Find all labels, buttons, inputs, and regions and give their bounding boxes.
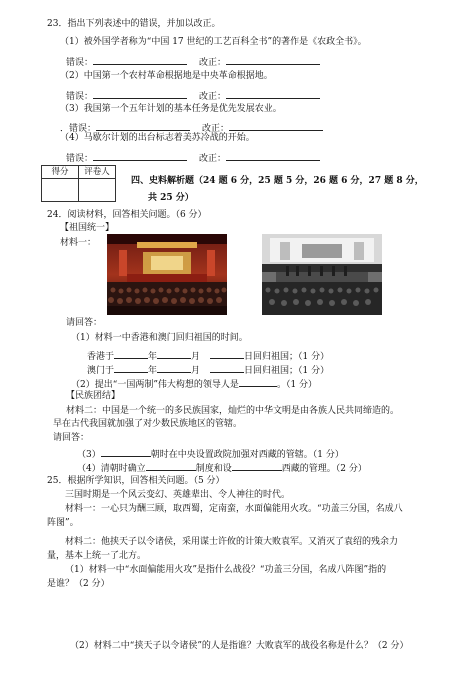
handover-stage-photo xyxy=(262,234,382,315)
day-return-label: 日回归祖国；（1 分） xyxy=(244,352,330,362)
day-return-label: 日回归祖国；（1 分） xyxy=(244,366,330,376)
fix-blank[interactable] xyxy=(226,151,320,161)
handover-ceremony-image xyxy=(107,234,227,315)
score-cell[interactable] xyxy=(42,179,79,202)
q25-intro: 三国时期是一个风云变幻、英雄辈出、令人神往的时代。 xyxy=(65,490,291,500)
error-blank[interactable] xyxy=(93,89,187,99)
error-label: ．错误： xyxy=(60,124,97,134)
month-label: 月 xyxy=(191,366,201,376)
q24-sub2 xyxy=(71,377,317,390)
q23-item-1-answer xyxy=(66,55,320,68)
q23-item-1: （1）被外国学者称为“中国 17 世纪的工艺百科全书”的著作是《农政全书》。 xyxy=(60,37,367,47)
fix-label: 改正： xyxy=(202,124,230,134)
q23-item-3: （3）我国第一个五年计划的基本任务是优先发展农业。 xyxy=(60,104,282,114)
q24-sub4-end: 西藏的管理。（2 分） xyxy=(281,464,367,474)
fix-label: 改正： xyxy=(199,92,227,102)
q25-sub2: （2）材料二中“挟天子以令诸侯”的人是指谁？大败袁军的战役名称是什么？（2 分） xyxy=(70,641,409,651)
error-label: 错误： xyxy=(66,92,94,102)
macau-year-blank[interactable] xyxy=(114,363,148,373)
q23-title: 23．指出下列表述中的错误，并加以改正。 xyxy=(47,19,221,29)
q24-title: 24．阅读材料，回答相关问题。（6 分） xyxy=(47,210,207,220)
error-label: 错误： xyxy=(66,154,94,164)
leader-blank[interactable] xyxy=(239,377,277,387)
hk-label: 香港于 xyxy=(87,352,115,362)
q24-sub3 xyxy=(77,447,344,460)
q24-macau-line xyxy=(87,363,329,376)
hk-year-blank[interactable] xyxy=(114,349,148,359)
year-label: 年 xyxy=(148,352,158,362)
q24-sub3-text: 朝时在中央设置政院加强对西藏的管辖。（1 分） xyxy=(150,450,344,460)
q24-material-2-line1: 材料二：中国是一个统一的多民族国家，灿烂的中华文明是由各族人民共同缔造的。 xyxy=(66,406,400,416)
handover-ceremony-photo xyxy=(107,234,227,315)
fix-blank[interactable] xyxy=(226,89,320,99)
q24-material-1-label: 材料一： xyxy=(60,238,97,248)
macau-month-blank[interactable] xyxy=(157,363,191,373)
q23-item-2: （2）中国第一个农村革命根据地是中央革命根据地。 xyxy=(60,71,273,81)
handover-stage-image xyxy=(262,234,382,315)
section4-heading-line2: 共 25 分） xyxy=(148,193,194,203)
q24-heading-unity: 【民族团结】 xyxy=(66,391,121,401)
q24-sub1: （1）材料一中香港和澳门回归祖国的时间。 xyxy=(71,333,248,343)
month-label: 月 xyxy=(191,352,201,362)
q24-ask: 请回答： xyxy=(66,318,103,328)
error-blank[interactable] xyxy=(93,151,187,161)
q25-material-1-line1: 材料一：一心只为酬三顾，取西蜀，定南蛮，水面偏能用火攻。“功盖三分国，名成八 xyxy=(65,504,403,514)
error-label: 错误： xyxy=(66,58,94,68)
macau-day-blank[interactable] xyxy=(210,363,244,373)
grader-header: 评卷人 xyxy=(79,166,116,179)
q24-sub3-prefix: （3） xyxy=(77,450,101,460)
dynasty-blank[interactable] xyxy=(101,447,151,457)
hk-day-blank[interactable] xyxy=(210,349,244,359)
q24-sub2-end: 。（1 分） xyxy=(276,380,318,390)
error-blank[interactable] xyxy=(96,121,190,131)
score-table xyxy=(41,165,116,202)
system-blank[interactable] xyxy=(146,461,196,471)
q24-sub4-prefix: （4）清朝时确立 xyxy=(77,464,146,474)
grader-cell[interactable] xyxy=(79,179,116,202)
q24-sub4-mid: 制度和设 xyxy=(195,464,232,474)
q23-item-4-answer xyxy=(66,151,320,164)
fix-blank[interactable] xyxy=(229,121,323,131)
q24-ask-2: 请回答： xyxy=(53,433,90,443)
q23-item-4: （4）马歇尔计划的出台标志着美苏冷战的开始。 xyxy=(60,133,255,143)
q23-item-2-answer xyxy=(66,89,320,102)
q25-sub1-line1: （1）材料一中“水面偏能用火攻”是指什么战役？“功盖三分国，名成八阵图”指的 xyxy=(65,565,387,575)
q24-sub4 xyxy=(77,461,367,474)
q24-sub2-text: （2）提出“一国两制”伟大构想的领导人是 xyxy=(71,380,239,390)
year-label: 年 xyxy=(148,366,158,376)
q24-material-2-line2: 早在古代我国就加强了对少数民族地区的管辖。 xyxy=(53,419,243,429)
q25-material-2-line2: 量，基本上统一了北方。 xyxy=(47,551,147,561)
hk-month-blank[interactable] xyxy=(157,349,191,359)
q24-hk-line xyxy=(87,349,329,362)
fix-label: 改正： xyxy=(199,154,227,164)
section4-heading-line1: 四、史料解析题（24 题 6 分，25 题 5 分，26 题 6 分，27 题 8 分， xyxy=(131,176,424,186)
office-blank[interactable] xyxy=(232,461,282,471)
macau-label: 澳门于 xyxy=(87,366,115,376)
q25-sub1-line2: 是谁？（2 分） xyxy=(47,579,110,589)
q25-material-2-line1: 材料二：他挟天子以令诸侯，采用谋士许攸的计策大败袁军。又消灭了袁绍的残余力 xyxy=(65,537,399,547)
fix-label: 改正： xyxy=(199,58,227,68)
q25-title: 25．根据所学知识，回答相关问题。（5 分） xyxy=(47,476,225,486)
q24-heading-unification: 【祖国统一】 xyxy=(60,223,115,233)
score-header: 得分 xyxy=(42,166,79,179)
q25-material-1-line2: 阵图”。 xyxy=(47,518,79,528)
error-blank[interactable] xyxy=(93,55,187,65)
fix-blank[interactable] xyxy=(226,55,320,65)
